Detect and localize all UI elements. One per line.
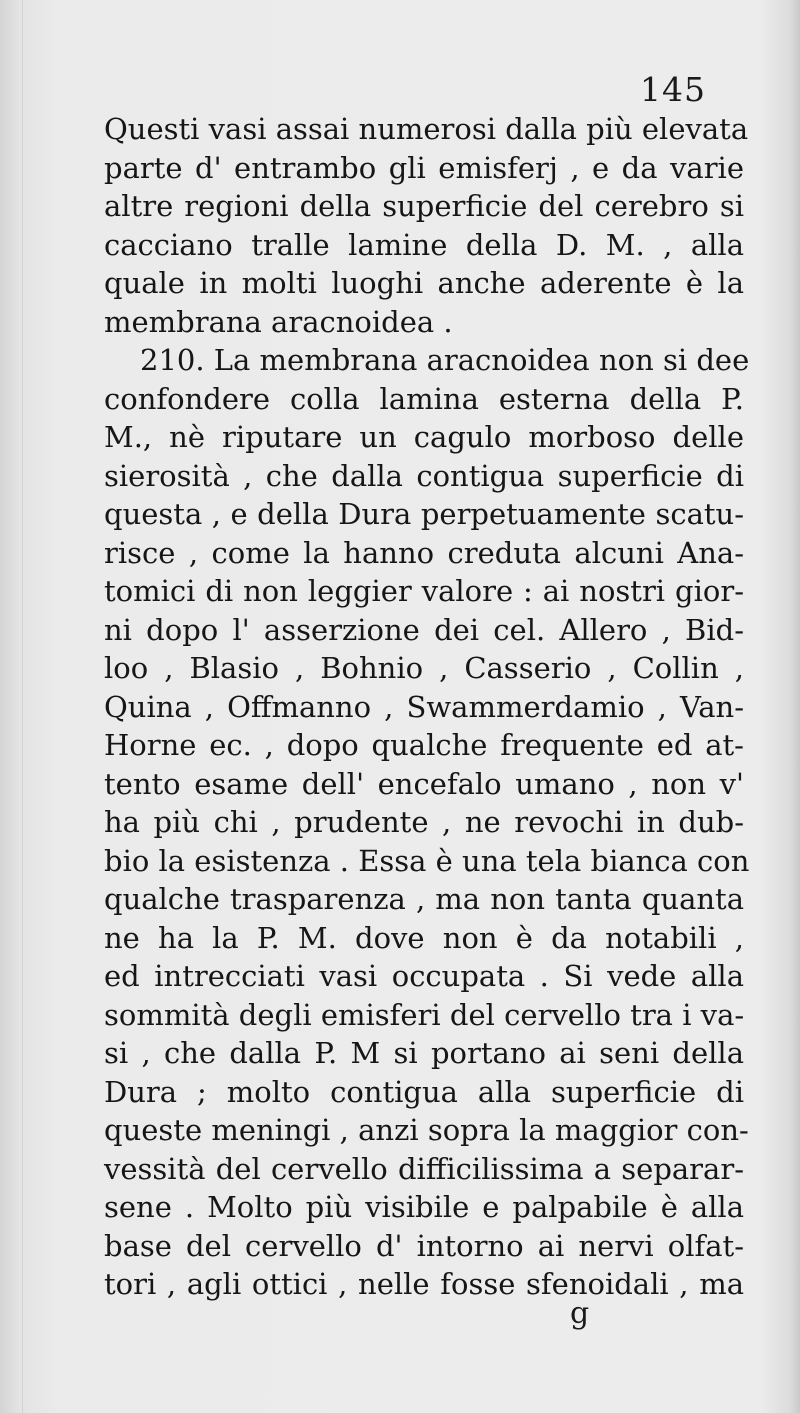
text-line: altre regioni della superficie del cerebro si xyxy=(104,189,744,223)
text-line: tomici di non leggier valore : ai nostri gior- xyxy=(104,574,744,608)
text-line: risce , come la hanno creduta alcuni Ana- xyxy=(104,535,744,570)
text-line: ed intrecciati vasi occupata . Si vede alla xyxy=(104,959,744,993)
text-line: Dura ; molto contigua alla superficie di xyxy=(104,1074,744,1109)
text-line: questa , e della Dura perpetuamente scatu- xyxy=(104,497,744,531)
text-line: sierosità , che dalla contigua superficie di xyxy=(104,458,744,493)
text-line: parte d' entrambo gli emisferj , e da varie xyxy=(104,150,744,185)
text-line: tori , agli ottici , nelle fosse sfenoidali , ma xyxy=(104,1267,744,1301)
text-line: Questi vasi assai numerosi dalla più elevata xyxy=(104,112,749,146)
text-line: M., nè riputare un cagulo morboso delle xyxy=(104,420,744,454)
text-line: quale in molti luoghi anche aderente è la xyxy=(104,266,744,300)
text-line: base del cervello d' intorno ai nervi olfat- xyxy=(104,1228,744,1263)
body-text xyxy=(104,110,750,1304)
text-line: Quina , Offmanno , Swammerdamio , Van- xyxy=(104,689,744,724)
text-line: sene . Molto più visibile e palpabile è alla xyxy=(104,1190,744,1224)
text-line: tento esame dell' encefalo umano , non v' xyxy=(104,766,744,801)
text-line: ha più chi , prudente , ne revochi in dub- xyxy=(104,805,744,839)
text-line: qualche trasparenza , ma non tanta quanta xyxy=(104,882,744,916)
text-line: loo , Blasio , Bohnio , Casserio , Collin , xyxy=(104,651,744,685)
text-line: si , che dalla P. M si portano ai seni della xyxy=(104,1036,744,1070)
text-line: sommità degli emisferi del cervello tra i va- xyxy=(104,997,745,1032)
text-line: vessità del cervello difficilissima a separar- xyxy=(104,1151,744,1186)
signature-mark: g xyxy=(570,1296,590,1331)
text-line: membrana aracnoidea . xyxy=(104,304,453,339)
text-line: Horne ec. , dopo qualche frequente ed at- xyxy=(104,728,744,762)
text-line: bio la esistenza . Essa è una tela bianca con xyxy=(104,843,750,878)
page-number: 145 xyxy=(640,70,706,109)
text-line: confondere colla lamina esterna della P. xyxy=(104,381,744,416)
text-line: ni dopo l' asserzione dei cel. Allero , Bid- xyxy=(104,612,744,647)
text-line: cacciano tralle lamine della D. M. , alla xyxy=(104,227,744,262)
paragraph-start-line: 210. La membrana aracnoidea non si dee xyxy=(140,343,750,377)
text-line: queste meningi , anzi sopra la maggior con- xyxy=(104,1113,749,1147)
text-line: ne ha la P. M. dove non è da notabili , xyxy=(104,920,744,955)
page-gutter-shadow xyxy=(22,0,23,1413)
